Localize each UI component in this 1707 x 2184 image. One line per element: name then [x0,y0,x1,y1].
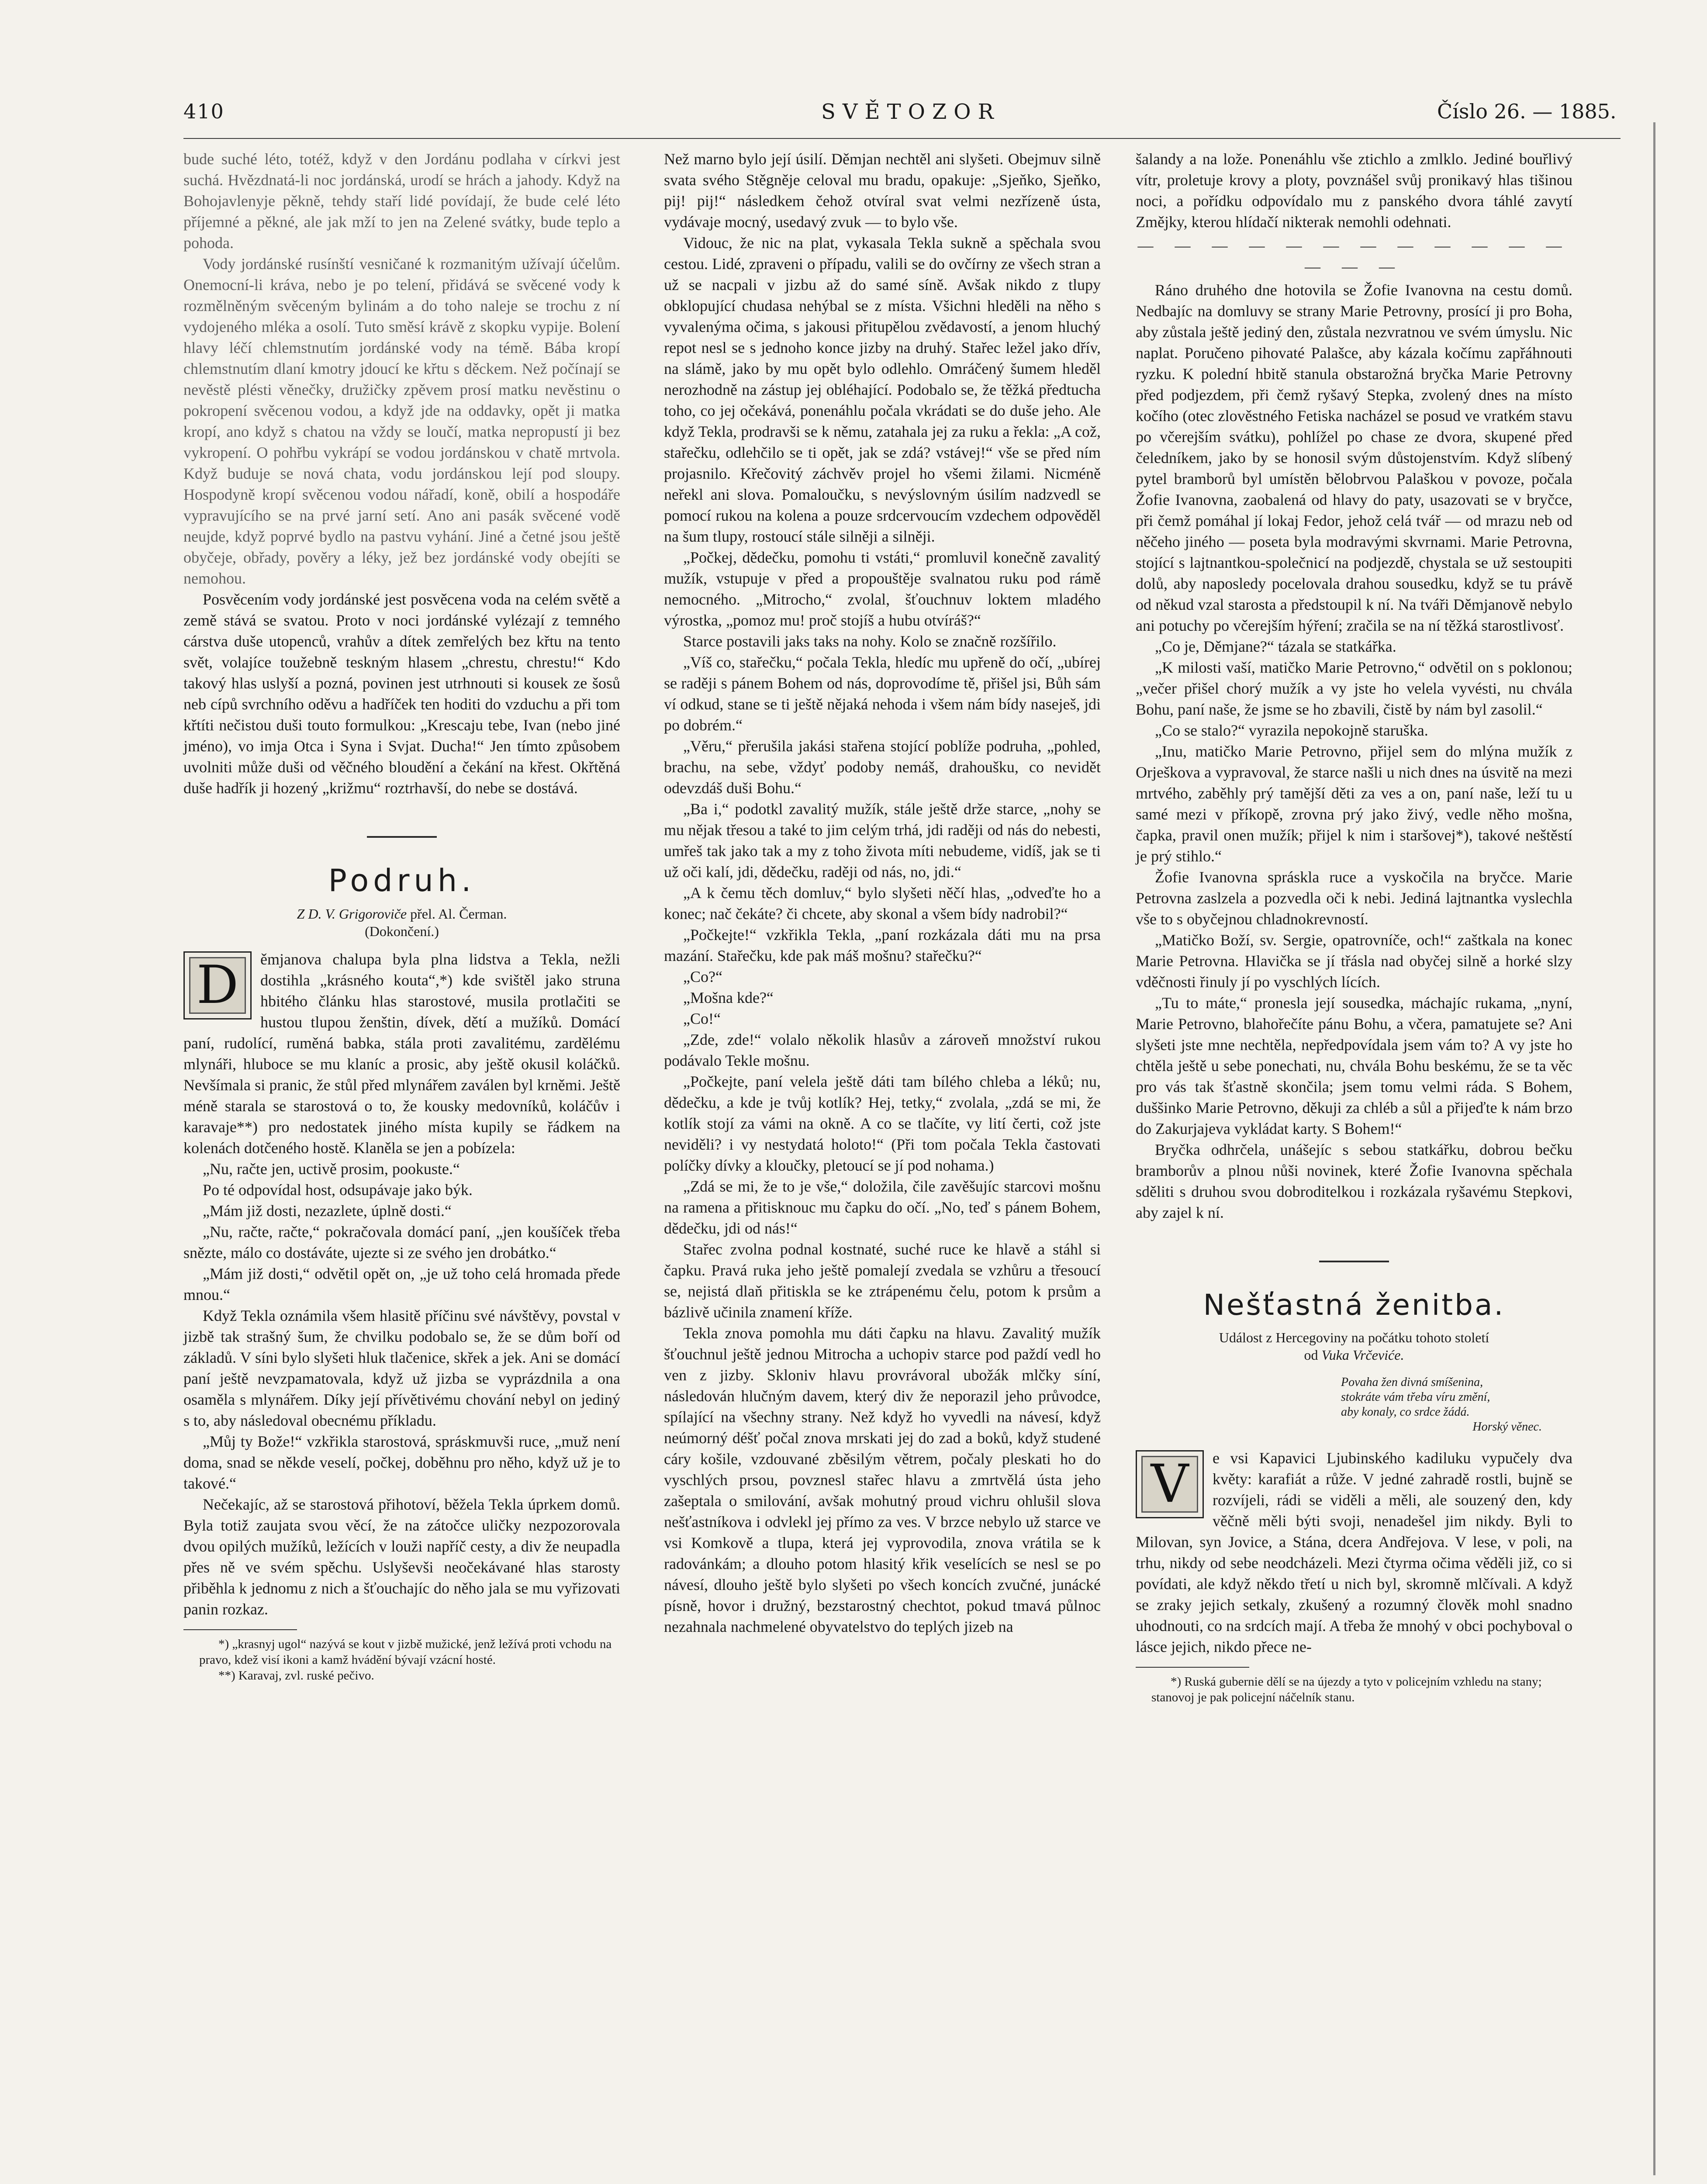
masthead: SVĚTOZOR [821,100,1001,124]
paragraph [183,949,620,1158]
footnote: **) Karavaj, zvl. ruské pečivo. [218,1669,374,1683]
column-1 [183,149,620,1683]
issue-number: Číslo 26. — 1885. [1437,100,1617,123]
paragraph: Když Tekla oznámila všem hlasitě příčinu své návštěvy, povstal v jizbě tak strašný šum, že chvilku podobalo se, že se dům boří od základů. V síni bylo slyšeti hluk tlačenice, skřek a jek. Ani se domácí paní ještě nevzpamatovala, když už jizba se vyprázdnila a ona osaměla s mlynářem. Díky její přívětivému chování nebyl on jediný s to, aby následoval obecnému příkladu. [183,1307,620,1429]
epigraph-line: stokráte vám třeba víru změní, [1341,1390,1490,1404]
footnote: *) „krasnyj ugol“ nazývá se kout v jizbě mužické, jenž ležívá proti vchodu na pravo, kdež visí ikoni a kamž hvádění bývají vzácní hosté. [199,1637,612,1667]
paragraph: „Inu, matičko Marie Petrovno, přijel sem do mlýna mužík z Orješkova a vypravoval, že starce našli u nich dnes na úsvitě na mezi mrtvého, zaběhly prý tamější děti za ves a on, paní naše, leží tu u samé mezi v příkopě, zrovna prý jako živý, vedle něho mošna, čapka, pravil onen mužík; přijel k nim i staršovej*), takové neštěstí je prý stihlo.“ [1136,743,1572,865]
page-header [0,100,1707,135]
paragraph: Tekla znova pomohla mu dáti čapku na hlavu. Zavalitý mužík šťouchnul ještě jednou Mitrocha a uchopiv starce pod paždí vedl ho ven z jizby. Skloniv hlavu provrávoral ubožák mlčky síní, následován hlučným davem, který div že neporazil jeho průvodce, spílající na všechny strany. Než když ho vyvedli na návesí, když neúmorný déšť počal znova mrskati jej do zad a boků, když studené cáry košile, vzdouvané zběsilým větrem, počaly pleskati ho do vyschlých prsou, povznesl stařec hlavu a zmrtvělá ústa jeho zašeptala o smilování, avšak mohutný proud vichru ohlušil slova nešťastníkova i odvlekl jej přímo za ves. V brzce nebylo už starce ve vsi Komkově a tlupa, která jej vyprovodila, znova vrátila se k radovánkám; a dlouho potom hlasitý křik veselících se nesl se po návesí, dlouho ještě bylo slyšeti po všech koncích zvučné, junácké písně, hovor i družný, bezstarostný chechtot, pokud tmavá půlnoc nezahnala nachmelené obyvatelstvo do teplých jizeb na [664,1324,1101,1635]
paragraph: „Ba i,“ podotkl zavalitý mužík, stále ještě drže starce, „nohy se mu nějak třesou a také to jim celým trhá, jdi raději od nás do nebesti, umřeš tak jako tak a my z toho života míti nebudeme, vidíš, jak se ti už oči kalí, jdi, dědečku, raději od nás, no, jdi.“ [664,800,1101,881]
paragraph: „Nu, račte jen, uctivě prosim, pookuste.“ [203,1160,460,1178]
paragraph: Bryčka odhrčela, unášejíc s sebou statkářku, dobrou bečku bramborův a plnou nůši novinek, které Žofie Ivanovna spěchala sděliti s druhou svou dobroditelkou i rozkázala ryšavému Stepkovi, aby zajel k ní. [1136,1141,1572,1221]
footnote: *) Ruská gubernie dělí se na újezdy a tyto v policejním vzhledu na stany; stanovoj je pak policejní náčelník stanu. [1151,1675,1542,1704]
epigraph-source: Horský věnec. [1472,1420,1542,1434]
paragraph: Vody jordánské rusínští vesničané k rozmanitým užívají účelům. Onemocní-li kráva, nebo je po telení, přidává se svěcené vody k rozmělněným svěceným bylinám a do toho naleje se trochu z ní vydojeného mléka a osolí. Tuto směsí krávě z skopku vypije. Bolení hlavy léčí chlemstnutím jordánské vody na témě. Bába kropí chlemstnutím dlaní kmotry jdoucí ke křtu s děckem. Než počínají se nevěstě plésti věnečky, družičky zpěvem prosí matku nevěstinu o pokropení svěcenou vodou, a když jde na oddavky, opět ji matka kropí, ano když s chatou na vždy se loučí, matka nepropustí ji bez vykropení. O pohřbu vykrápí se vodou jordánskou v chatě mrtvola. Když buduje se nová chata, vodu jordánskou lejí pod sloupy. Hospodyně kropí svěcenou vodou nářadí, koně, obilí a hospodáře vypravujícího se na prvé jarní setí. Ano ani pasák svěcené vodě neujde, když poprvé bydlo na pastvu vyhání. Jiné a četné jsou ještě obyčeje, obřady, pověry a léky, jež bez jordánské vody obejíti se nemohou. [183,255,620,587]
paragraph: „Tu to máte,“ pronesla její sousedka, máchajíc rukama, „nyní, Marie Petrovno, blahořečíte pánu Bohu, a včera, pamatujete se? Ani slyšeti jste mne nechtěla, nepředpovídala jsem vám to? A vy jste ho chtěla ještě u sebe ponechati, nu, chvála Bohu beskému, že se ta věc pro vás tak šťastně skončila; jsem tomu velmi ráda. S Bohem, duššinko Marie Petrovno, děkuji za chléb a sůl a přijeďte k nám brzo do Zakurjajeva vykládat karty. S Bohem!“ [1136,994,1572,1137]
article-title: Nešťastná ženitba. [1203,1288,1505,1322]
section-divider [183,822,620,843]
paragraph: „Věru,“ přerušila jakási stařena stojící poblíže podruha, „pohled, brachu, na sebe, vždyť podoby nemáš, drahoušku, co nevidět odevzdáš duši Bohu.“ [664,737,1101,797]
paragraph-text: ěmjanova chalupa byla plna lidstva a Tekla, nežli dostihla „krásného kouta“,*) kde svištěl jako struna hbitého článku hlas starostové, musila protlačiti se hustou tlupou ženštin, dívek, dětí a mužíků. Domácí paní, rudolící, ruměná babka, stála proti zavalitému, zardělému mlynáři, hluboce se mu klaníc a prosic, aby ještě okusil koláčků. Nevšímala si pranic, že stůl před mlynářem zaválen byl krněmi. Ještě méně starala se starostová o to, že kousky medovníků, koláčův i karavaje**) pro nedostatek jiného místa kupily se řádkem na kolenách dotčeného hostě. Klaněla se jen a pobízela: [183,950,620,1157]
paragraph: „A k čemu těch domluv,“ bylo slyšeti něčí hlas, „odveďte ho a konec; nač čekáte? či chcete, aby skonal a všem bídy nadrobil?“ [664,884,1101,923]
paragraph: bude suché léto, totéž, když v den Jordánu podlaha v církvi jest suchá. Hvězdnatá-li noc jordánská, urodí se hrách a jahody. Když na Bohojavlenyje pěkně, tehdy staří lidé povídají, že bude celé léto příjemné a pěkné, ale jak mží to jen na Zelené svátky, bude teplo a pohoda. [183,150,620,252]
paragraph: „Počkej, dědečku, pomohu ti vstáti,“ promluvil konečně zavalitý mužík, vstupuje v před a propouštěje svalnatou ruku pod rámě nemocného. „Mitrocho,“ zvolal, šťouchnuv loktem mladého výrostka, „pomoz mu! proč stojíš a hubu otvíráš?“ [664,549,1101,629]
paragraph: Než marno bylo její úsilí. Děmjan nechtěl ani slyšeti. Obejmuv silně svata svého Stěgněje celoval mu bradu, opakuje: „Sjeňko, Sjeňko, pij! pij!“ následkem čehož otvíral svat velmi nezřízeně ústa, vydávaje mocný, usedavý zvuk — to bylo vše. [664,150,1101,231]
paragraph: Stařec zvolna podnal kostnaté, suché ruce ke hlavě a stáhl si čapku. Pravá ruka jeho ještě pomalejí zvedala se vzhůru a třesoucí se, nejistá dlaň přitiskla se ke ztrápenému čelu, potom k prsům a bázlivě učinila znamení kříže. [664,1241,1101,1321]
dropcap-letter: V [1136,1450,1204,1518]
paragraph: Starce postavili jaks taks na nohy. Kolo se značně rozšířilo. [683,632,1057,650]
author-prefix: od [1304,1347,1318,1363]
paragraph: Nečekajíc, až se starostová přihotoví, běžela Tekla úprkem domů. Byla totiž zaujata svou věcí, že na zátočce uličky nezpozorovala dvou opilých mužíků, ležících v louži napříč cesty, a div že neupadla přes ně ve svém spěchu. Uslyševši neočekávané hlas starosty přiběhla k jednomu z nich a šťouchajíc do něho jala se mu vyřizovati panin rozkaz. [183,1496,620,1618]
paragraph: „Zde, zde!“ volalo několik hlasův a zároveň množství rukou podávalo Tekle mošnu. [664,1031,1101,1069]
page-number: 410 [183,100,225,123]
paragraph: „Co?“ [683,968,722,985]
paragraph: Po té odpovídal host, odsupávaje jako býk. [203,1181,473,1199]
footnote-rule [1136,1667,1249,1668]
footnote-rule [183,1629,297,1630]
article-byline [183,905,620,923]
paragraph: „Co je, Děmjane?“ tázala se statkářka. [1155,638,1396,655]
column-3 [1136,149,1572,1705]
header-rule [183,138,1621,139]
paragraph: „Nu, račte, račte,“ pokračovala domácí paní, „jen koušíček třeba snězte, málo co dostáváte, ujezte si ze svého jen drobátko.“ [183,1223,620,1261]
dropcap-letter: D [183,951,252,1019]
paragraph: „Mám již dosti,“ odvětil opět on, „je už toho celá hromada přede mnou.“ [183,1265,620,1303]
binding-edge [1653,122,1655,2175]
paragraph: „Co se stalo?“ vyrazila nepokojně staruška. [1155,722,1428,739]
paragraph: „K milosti vaší, matičko Marie Petrovno,“ odvětil on s poklonou; „večer přišel chorý mužík a vy jste ho velela vyvésti, nu chvála Bohu, paní naše, že jsme se ho zbavili, čistě by nám byl zasolil.“ [1136,659,1572,718]
scene-break-dashes: — — — — — — — — — — — — — — — [1137,237,1571,275]
paragraph: „Mám již dosti, nezazlete, úplně dosti.“ [203,1202,452,1220]
article-title: Podruh. [328,863,476,898]
column-2 [664,149,1101,1637]
paragraph-text: e vsi Kapavici Ljubinského kadiluku vypučely dva květy: karafiát a růže. V jedné zahradě rostli, bujně se rozvíjeli, rádi se viděli a měli, ale souzený den, kdy věčně měli býti svoji, nenadešel jim nikdy. Byli to Milovan, syn Jovice, a Stána, dcera Andřejova. V lese, v poli, na trhu, nikdy od sebe neodcházeli. Mezi čtyrma očima věděli již, co si povídati, ale když někdo třetí u nich byl, skromně mlčívali. A když se zraky jejich setkaly, zkušený a rozumný člověk mohl snadno uhodnouti, co na srdcích mají. A třeba že mnohý v obci pochyboval o lásce jejich, nikdo přece ne- [1136,1449,1572,1655]
epigraph-line: Povaha žen divná smíšenina, [1341,1375,1483,1389]
article-author: Vuka Vrčeviće. [1321,1347,1404,1363]
paragraph: „Počkejte, paní velela ještě dáti tam bílého chleba a léků; nu, dědečku, a kde je tvůj kotlík? Hej, tetky,“ zvolala, „zdá se mi, že kotlík stojí za vámi na okně. A co se tlačíte, vy lití čerti, což jste neviděli? i vy nestydatá holoto!“ (Při tom počala Tekla častovati políčky dívky a kloučky, pletoucí se jí pod nohama.) [664,1073,1101,1174]
paragraph: „Víš co, stařečku,“ počala Tekla, hledíc mu upřeně do očí, „ubírej se raději s pánem Bohem od nás, doprovodíme tě, přišel jsi, Bůh sám ví odkud, stane se ti ještě nějaká nehoda i všem nám bídy naseješ, jdi po dobrém.“ [664,653,1101,734]
paragraph: „Můj ty Bože!“ vzkřikla starostová, spráskmuvši ruce, „muž není doma, snad se někde veselí, počkej, doběhnu pro něho, když už je to takové.“ [183,1433,620,1492]
paragraph: Žofie Ivanovna spráskla ruce a vyskočila na bryčce. Marie Petrovna zaslzela a pozvedla oči k nebi. Jediná lajtnantka vyslechla vše to s obyčejnou chladnokrevností. [1136,868,1572,928]
paragraph: „Matičko Boží, sv. Sergie, opatrovníče, och!“ zaštkala na konec Marie Petrovna. Hlavička se jí třásla nad obyčej silně a horké slzy vděčnosti řinuly jí po vyschlých lících. [1136,931,1572,991]
paragraph: „Počkejte!“ vzkřikla Tekla, „paní rozkázala dáti mu na prsa mazání. Stařečku, kde pak máš mošnu? stařečku?“ [664,926,1101,964]
continuation-note: (Dokončení.) [365,923,439,939]
paragraph: Ráno druhého dne hotovila se Žofie Ivanovna na cestu domů. Nedbajíc na domluvy se strany Marie Petrovny, prosící ji pro Boha, aby zůstala ještě jediný den, zůstala nezvratnou ve svém úmyslu. Nic naplat. Poručeno pihovaté Palašce, aby kázala kočímu zapřáhnouti ryzku. K polední hbitě stanula obstarožná bryčka Marie Petrovny před podjezdem, při čemž ryšavý Stepka, zvolený dnes na místo kočího (otec zlověstného Fetiska nacházel se posud ve vratkém stavu po včerejším svátku), pohlížel po chase ze dvora, skupené před čeledníkem, jako by se honosil svým důstojenstvím. Když slíbený pytel bramborů byl umístěn bělobrvou Palaškou v povoze, počala Žofie Ivanovna, zaobalená od hlavy do paty, usazovati se v bryčce, při čemž pomáhal jí lokaj Fedor, jehož celá tvář — od mrazu neb od něčeho jiného — poseta byla modravými skvrnami. Marie Petrovna, stojící s lajtnantkou-společnicí na podjezdě, chystala se už sestoupiti dolů, aby naposledy pocelovala drahou sousedku, když se tu právě od někud vzal starosta a předstoupil k ní. Na tváři Děmjanově nebylo ani potuchy po včerejším hýření; zračila se na ní těžká starostlivosť. [1136,281,1572,634]
epigraph [1341,1375,1572,1434]
paragraph: šalandy a na lože. Ponenáhlu vše ztichlo a zmlklo. Jediné bouřlivý vítr, proletuje krovy a ploty, povznášel svůj pronikavý hlas tišinou noci, a pořídku odpovídalo mu z panského dvora táhlé zavytí Změjky, kterou hlídačí nikterak nemohli odehnati. [1136,150,1572,231]
paragraph: Vidouc, že nic na plat, vykasala Tekla sukně a spěchala svou cestou. Lidé, zpraveni o případu, valili se do ovčírny ze všech stran a už se nacpali v jizbu až do samé síně. Avšak nikdo z tlupy obklopující chudasa nehýbal se z místa. Všichni hleděli na něho s vyvalenýma očima, s jakousi přitupělou zvědavostí, a jenom hluchý repot nesl se s jednoho konce jizby na druhý. Stařec ležel jako dřív, na slámě, jako by mu opět bylo odlehlo. Omráčený šumem hleděl nerozhodně na zástup jej obléhající. Podobalo se, že těžká předtucha toho, co jej očekává, ponenáhlu počala vkrádati se do duše jeho. Ale když Tekla, prodravši se k němu, zatahala jej za ruku a řekla: „A což, stařečku, odlehčilo se ti opět, jak se zdá? vstávej!“ vše se před ním projasnilo. Křečovitý záchvěv projel ho všemi žilami. Nicméně neřekl ani slova. Pomaloučku, s nevýslovným úsilím nadzvedl se pomocí rukou na kolena a pouze srdcervoucím vzdechem odpověděl na šum tlupy, rostoucí stále silněji a silněji. [664,234,1101,545]
paragraph: „Zdá se mi, že to je vše,“ doložila, čile zavěšujíc starcovi mošnu na ramena a přitisknouc mu čapku do očí. „No, teď s pánem Bohem, dědečku, jdi od nás!“ [664,1178,1101,1237]
byline-author: Z D. V. Grigoroviče [297,906,407,922]
paragraph: Posvěcením vody jordánské jest posvěcena voda na celém světě a země stává se svatou. Proto v noci jordánské vylézají z temného cárstva duše utopenců, vrahův a dítek zemřelých bez křtu na tento svět, volajíce toužebně teskným hlasem „chrestu, chrestu!“ Kdo takový hlas uslyší a pozná, povinen jest utrhnouti si kousek ze šosů neb cípů svrchního oděvu a hadříček ten hoditi do vzduchu a při tom křtíti nečistou duši touto formulkou: „Krescaju tebe, Ivan (nebo jiné jméno), vo imja Otca i Syna i Svjat. Ducha!“ Jen tímto způsobem uvolniti může duši od věčného bloudění a čekání na křest. Okřtěná duše hadřík ji hozený „križmu“ roztrhavší, do nebe se dostává. [183,591,620,797]
article-subtitle: Událost z Hercegoviny na počátku tohoto století [1219,1330,1489,1345]
byline-translator: přel. Al. Čerman. [410,906,507,922]
paragraph: „Co!“ [683,1010,721,1027]
article-author-line [1136,1346,1572,1364]
epigraph-line: aby konaly, co srdce žádá. [1341,1405,1470,1419]
section-divider [1136,1247,1572,1268]
paragraph: „Mošna kde?“ [683,989,774,1006]
paragraph [1136,1448,1572,1657]
